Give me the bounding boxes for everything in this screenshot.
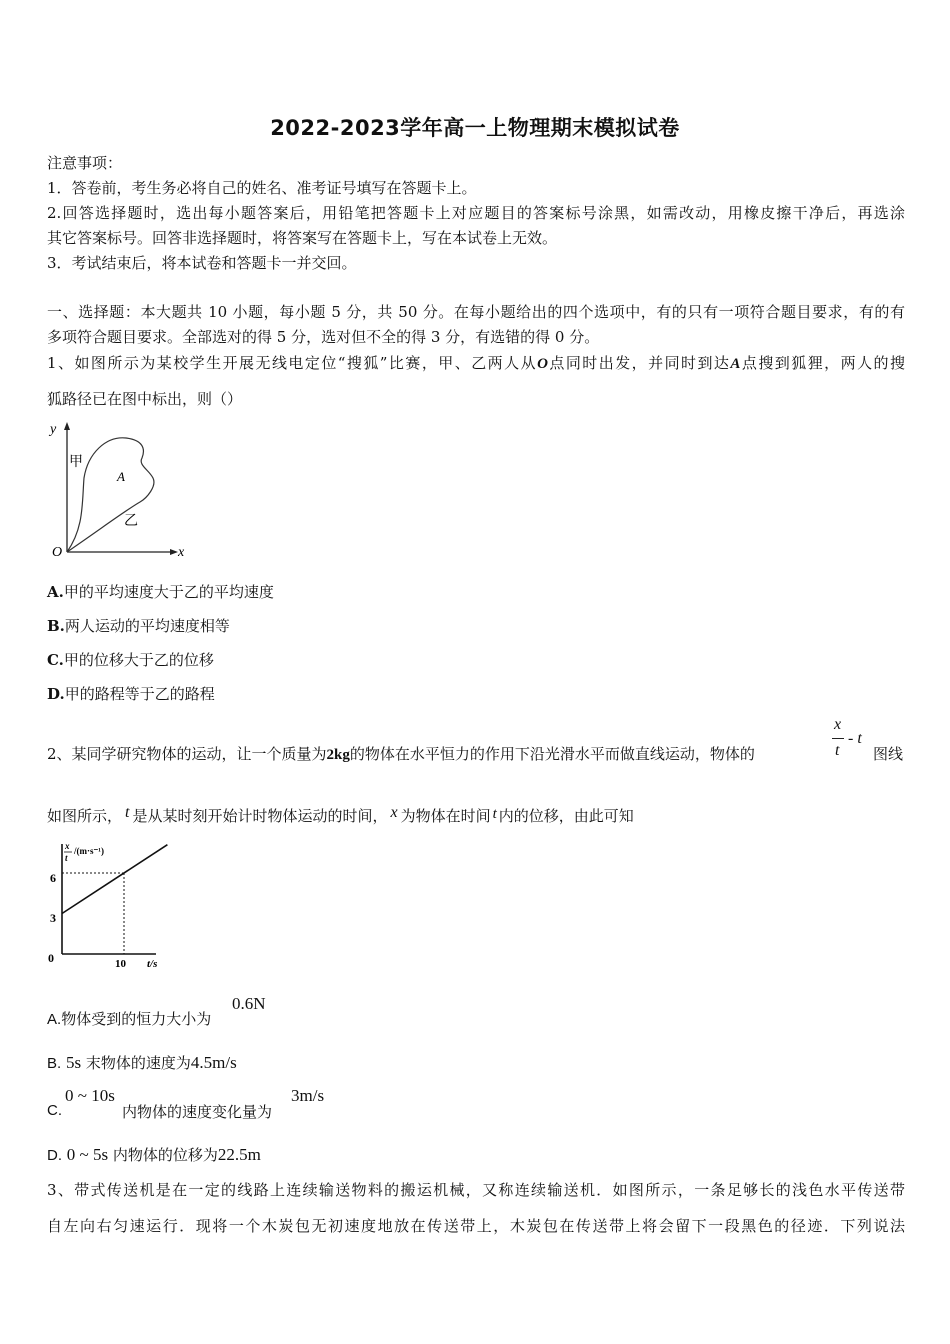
section-intro-line2: 多项符合题目要求。全部选对的得 5 分，选对但不全的得 3 分，有选错的得 0 分。	[47, 328, 600, 346]
q1-point-A-label: A	[117, 469, 125, 484]
q2-frac-den: t	[835, 742, 840, 759]
q2-ytick-3: 3	[50, 911, 56, 925]
q2-stem-part3: 图线	[873, 745, 904, 763]
q2-frac-num: x	[834, 716, 842, 733]
q2-stem-line2	[47, 805, 634, 826]
q2-option-b[interactable]	[47, 1052, 237, 1073]
q1-option-b[interactable]	[47, 615, 230, 636]
q1-option-b-key: B.	[47, 617, 65, 635]
q1-option-c-text: 甲的位移大于乙的位移	[63, 651, 214, 669]
q2-graph	[44, 836, 174, 974]
q1-x-label: x	[178, 545, 185, 560]
q2-stem-line1-left	[47, 743, 755, 764]
notice-heading: 注意事项：	[47, 154, 123, 172]
q2-frac-bar	[832, 738, 844, 739]
q1-figure	[44, 418, 194, 566]
q2-ylabel-den: t	[65, 853, 68, 863]
q1-path-jia-label: 甲	[69, 455, 83, 470]
q1-option-d[interactable]	[47, 683, 215, 704]
q1-option-d-text: 甲的路程等于乙的路程	[64, 685, 215, 703]
q1-option-a-key: A.	[47, 583, 64, 601]
q2-stem-part7: 内的位移，由此可知	[498, 807, 634, 825]
q2-stem-part4: 如图所示，	[47, 807, 123, 825]
q1-option-b-text: 两人运动的平均速度相等	[64, 617, 230, 635]
q1-stem-part1: 1、如图所示为某校学生开展无线电定位“搜狐”比赛，甲、乙两人从	[47, 354, 538, 372]
q2-option-a-value: 0.6N	[232, 994, 266, 1013]
q2-option-b-key: B.	[47, 1055, 62, 1072]
q2-dash-t: - t	[848, 730, 862, 747]
q1-path-yi-label: 乙	[124, 514, 138, 529]
q1-stem-part2: 点同时出发，并同时到达	[547, 354, 731, 372]
q2-option-d-pre: 0 ~ 5s	[66, 1145, 109, 1164]
q2-ylabel-unit: /(m·s⁻¹)	[74, 846, 104, 856]
q1-x-arrow	[170, 549, 178, 555]
q2-option-d-text: 内物体的位移为	[112, 1146, 218, 1164]
q2-var-t2: t	[492, 806, 497, 822]
q2-option-a-key: A.	[47, 1011, 62, 1028]
section-intro-line1: 一、选择题：本大题共 10 小题，每小题 5 分，共 50 分。在每小题给出的四个选项中，有的只有一项符合题目要求，有的有	[47, 303, 905, 321]
q1-option-c[interactable]	[47, 649, 214, 670]
q1-point-O: O	[537, 356, 548, 372]
q2-option-c-key-wrap[interactable]	[47, 1101, 62, 1119]
q2-ylabel-num: x	[65, 841, 70, 851]
q2-option-c-text: 内物体的速度变化量为	[122, 1103, 273, 1121]
q2-option-a[interactable]	[47, 1008, 211, 1029]
q1-point-A: A	[730, 356, 741, 372]
q2-option-b-text: 末物体的速度为	[85, 1054, 191, 1072]
q2-option-d-key: D.	[47, 1147, 62, 1164]
q1-stem-line2: 狐路径已在图中标出，则（）	[47, 390, 243, 408]
q1-option-d-key: D.	[47, 685, 65, 703]
q2-var-x: x	[390, 804, 398, 821]
q3-stem-line2: 自左向右匀速运行．现将一个木炭包无初速度地放在传送带上，木炭包在传送带上将会留下一段黑色的径迹．下列说法	[47, 1217, 905, 1235]
q2-var-t1: t	[125, 804, 130, 821]
q2-option-d[interactable]	[47, 1144, 261, 1165]
q2-option-c-value: 3m/s	[291, 1086, 325, 1105]
q1-option-a[interactable]	[47, 581, 274, 602]
q1-option-a-text: 甲的平均速度大于乙的平均速度	[63, 583, 274, 601]
q2-ytick-6: 6	[50, 871, 56, 885]
q2-option-a-text: 物体受到的恒力大小为	[61, 1010, 212, 1028]
q1-stem-line1	[47, 352, 905, 373]
q2-option-c-key: C.	[47, 1102, 62, 1119]
q2-xtick-10: 10	[115, 958, 126, 970]
q2-mass: 2kg	[326, 747, 350, 763]
notice-item-2: 2.回答选择题时，选出每小题答案后，用铅笔把答题卡上对应题目的答案标号涂黑，如需改动，用橡皮擦干净后，再选涂	[47, 204, 905, 222]
q1-y-arrow	[64, 422, 70, 430]
q2-xlabel: t/s	[147, 958, 158, 970]
q1-stem-part3: 点搜到狐狸，两人的搜	[740, 354, 905, 372]
q3-stem-line1: 3、带式传送机是在一定的线路上连续输送物料的搬运机械，又称连续输送机．如图所示，一条足够长的浅色水平传送带	[47, 1181, 905, 1199]
q2-option-b-pre: 5s	[65, 1053, 82, 1072]
notice-item-2-cont: 其它答案标号。回答非选择题时，将答案写在答题卡上，写在本试卷上无效。	[47, 229, 558, 247]
q2-stem-part2: 的物体在水平恒力的作用下沿光滑水平而做直线运动，物体的	[349, 745, 755, 763]
q2-option-d-value: 22.5m	[217, 1145, 261, 1164]
q1-option-c-key: C.	[47, 651, 64, 669]
q2-stem-part5: 是从某时刻开始计时物体运动的时间，	[132, 807, 388, 825]
q1-y-label: y	[50, 422, 57, 437]
q2-option-b-value: 4.5m/s	[190, 1053, 237, 1072]
q2-stem-part6: 为物体在时间	[400, 807, 491, 825]
page-title: 2022-2023学年高一上物理期末模拟试卷	[270, 116, 680, 140]
q2-option-c-pre: 0 ~ 10s	[65, 1086, 115, 1105]
notice-item-1: 1．答卷前，考生务必将自己的姓名、准考证号填写在答题卡上。	[47, 179, 477, 197]
q2-origin-label: 0	[48, 951, 54, 965]
notice-item-3: 3．考试结束后，将本试卷和答题卡一并交回。	[47, 254, 357, 272]
q1-origin-label: O	[52, 545, 63, 560]
q2-stem-part1: 2、某同学研究物体的运动，让一个质量为	[47, 745, 327, 763]
